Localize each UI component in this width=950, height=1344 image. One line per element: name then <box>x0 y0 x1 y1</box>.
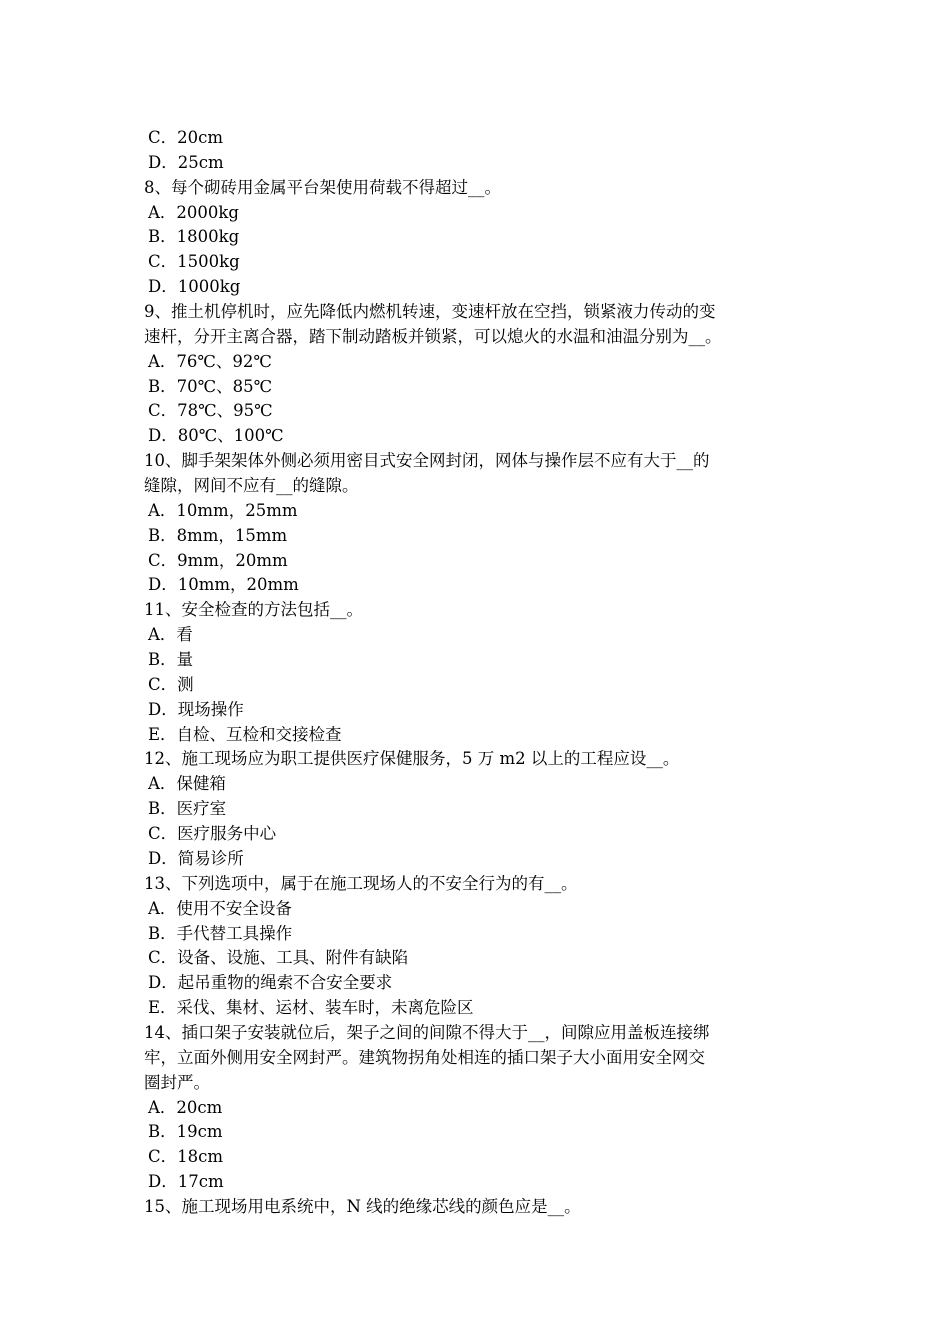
question-text: 速杆，分开主离合器，踏下制动踏板并锁紧，可以熄火的水温和油温分别为__。 <box>144 326 722 346</box>
answer-option: D．10mm，20mm <box>148 575 299 595</box>
question-text: 11、安全检查的方法包括__。 <box>144 600 363 620</box>
answer-option: D．现场操作 <box>148 699 244 719</box>
answer-option: C．78℃、95℃ <box>148 401 273 421</box>
question-text: 9、推土机停机时，应先降低内燃机转速，变速杆放在空挡，锁紧液力传动的变 <box>144 302 716 322</box>
exam-content <box>144 126 814 1220</box>
question-text: 13、下列选项中，属于在施工现场人的不安全行为的有__。 <box>144 873 578 893</box>
answer-option: C．测 <box>148 674 194 694</box>
answer-option: C．医疗服务中心 <box>148 824 277 844</box>
answer-option: C．20cm <box>148 128 224 147</box>
answer-option: C．9mm，20mm <box>148 550 288 570</box>
answer-option: D．80℃、100℃ <box>148 426 284 446</box>
answer-option: A．看 <box>148 625 193 645</box>
answer-option: D．17cm <box>148 1172 224 1192</box>
answer-option: A．使用不安全设备 <box>148 898 292 918</box>
answer-option: C．18cm <box>148 1147 224 1167</box>
answer-option: B．1800kg <box>148 227 240 247</box>
answer-option: D．25cm <box>148 152 224 172</box>
answer-option: D．起吊重物的绳索不合安全要求 <box>148 973 393 993</box>
question-text: 14、插口架子安装就位后，架子之间的间隙不得大于__，间隙应用盖板连接绑 <box>144 1022 710 1042</box>
question-text: 缝隙，网间不应有__的缝隙。 <box>144 476 359 496</box>
answer-option: D．1000kg <box>148 277 241 297</box>
answer-option: A．10mm，25mm <box>148 500 298 520</box>
question-text: 15、施工现场用电系统中，N 线的绝缘芯线的颜色应是__。 <box>144 1196 581 1216</box>
answer-option: B．8mm，15mm <box>148 525 288 545</box>
question-text: 牢，立面外侧用安全网封严。建筑物拐角处相连的插口架子大小面用安全网交 <box>144 1047 705 1067</box>
question-text: 12、施工现场应为职工提供医疗保健服务，5 万 m2 以上的工程应设__。 <box>144 749 680 769</box>
question-text: 8、每个砌砖用金属平台架使用荷载不得超过__。 <box>144 177 501 197</box>
answer-option: B．量 <box>148 650 194 670</box>
answer-option: D．简易诊所 <box>148 848 244 868</box>
answer-option: A．20cm <box>148 1097 223 1117</box>
answer-option: A．76℃、92℃ <box>148 351 272 371</box>
question-text: 10、脚手架架体外侧必须用密目式安全网封闭，网体与操作层不应有大于__的 <box>144 451 710 471</box>
question-text: 圈封严。 <box>144 1072 210 1092</box>
answer-option: E．自检、互检和交接检查 <box>148 724 342 744</box>
answer-option: C．1500kg <box>148 252 240 272</box>
answer-option: B．19cm <box>148 1122 223 1142</box>
answer-option: B．医疗室 <box>148 799 227 819</box>
answer-option: A．保健箱 <box>148 774 226 794</box>
answer-option: B．手代替工具操作 <box>148 923 293 943</box>
answer-option: E．采伐、集材、运材、装车时，未离危险区 <box>148 998 474 1018</box>
answer-option: B．70℃、85℃ <box>148 376 273 396</box>
answer-option: A．2000kg <box>148 202 239 222</box>
answer-option: C．设备、设施、工具、附件有缺陷 <box>148 948 409 968</box>
